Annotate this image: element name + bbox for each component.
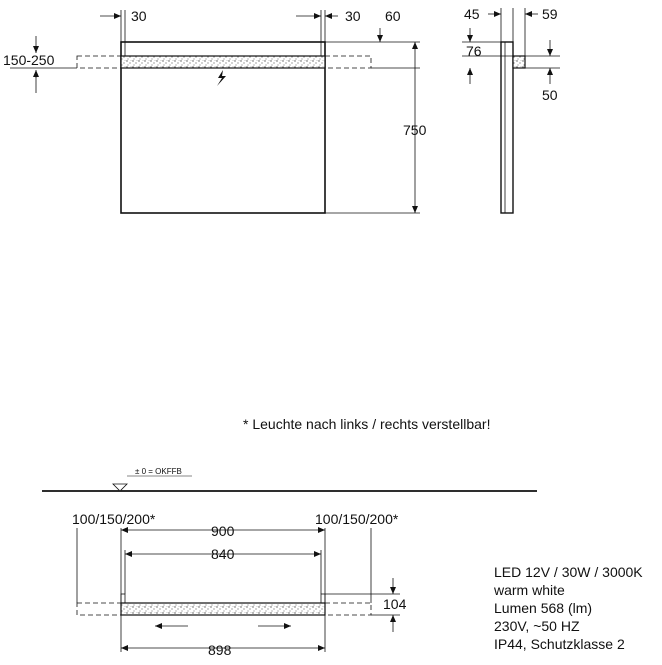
dim-left-offset: 30 — [131, 8, 147, 24]
adjustable-note: * Leuchte nach links / rechts verstellbar! — [243, 416, 491, 432]
plan-view — [42, 476, 537, 652]
side-view — [462, 8, 560, 213]
floor-level-label: ± 0 = OKFFB — [135, 467, 182, 476]
dim-right-offset: 30 — [345, 8, 361, 24]
plan-led-light-bar — [121, 603, 325, 615]
floor-level-marker-icon — [113, 484, 127, 491]
dim-50: 50 — [542, 87, 558, 103]
light-side-profile — [513, 56, 525, 68]
spec-line: 230V, ~50 HZ — [494, 618, 580, 634]
dim-light-range: 150-250 — [3, 52, 55, 68]
dim-898: 898 — [208, 642, 232, 658]
electric-symbol-icon — [217, 70, 226, 86]
dim-59: 59 — [542, 6, 558, 22]
led-light-bar — [121, 56, 325, 68]
dim-104: 104 — [383, 596, 407, 612]
dim-top-right: 60 — [385, 8, 401, 24]
dim-76: 76 — [466, 43, 482, 59]
dim-height: 750 — [403, 122, 427, 138]
dim-900: 900 — [211, 523, 235, 539]
front-view — [10, 10, 420, 213]
dim-840: 840 — [211, 546, 235, 562]
mirror-side-outline — [501, 42, 513, 213]
spec-line: warm white — [494, 582, 565, 598]
spec-line: IP44, Schutzklasse 2 — [494, 636, 625, 652]
dim-45: 45 — [464, 6, 480, 22]
led-specification — [494, 563, 643, 653]
spec-line: LED 12V / 30W / 3000K — [494, 564, 643, 580]
spec-line: Lumen 568 (lm) — [494, 600, 593, 616]
dim-right-extend: 100/150/200* — [315, 511, 399, 527]
dim-left-extend: 100/150/200* — [72, 511, 156, 527]
